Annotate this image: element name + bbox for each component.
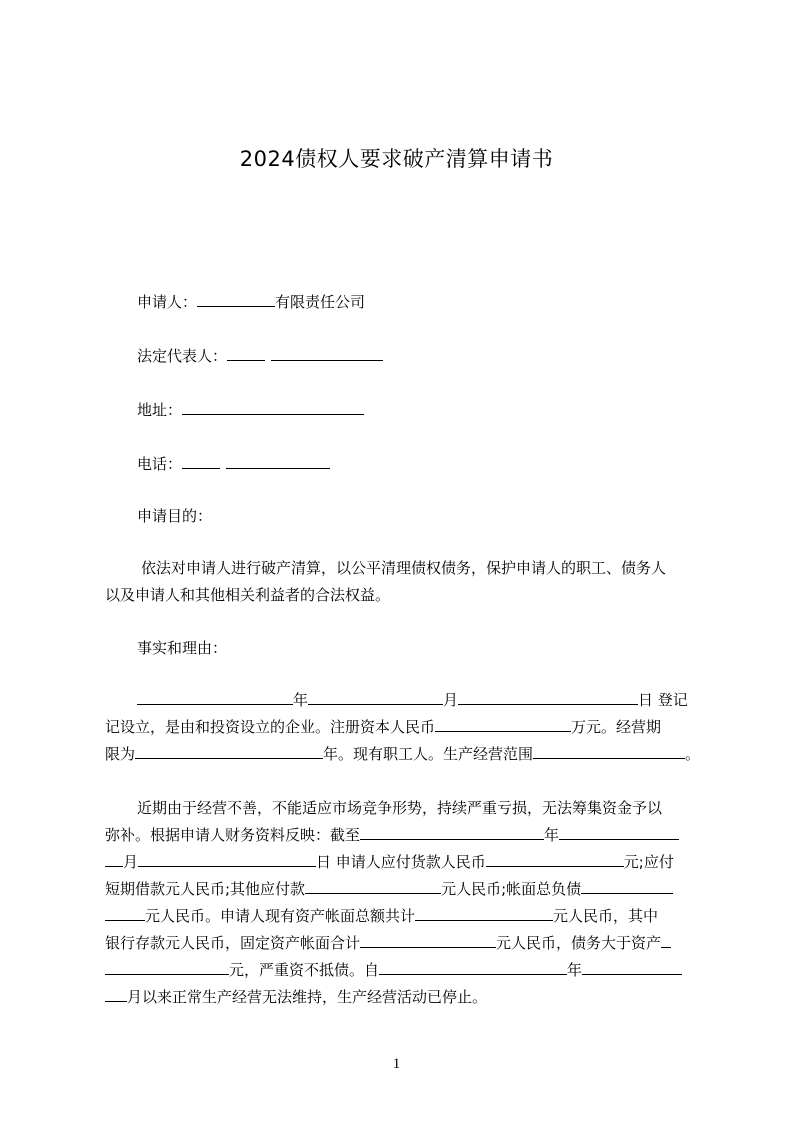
blank-years — [135, 742, 323, 759]
applicant-suffix: 有限责任公司 — [275, 293, 366, 311]
text-limit: 限为 — [105, 745, 136, 763]
text-short-loans: 短期借款元人民币;其他应付款 — [105, 880, 306, 898]
text-year-3: 年 — [567, 961, 583, 979]
address-label: 地址： — [137, 401, 183, 419]
facts-p2-line-7 — [105, 957, 701, 984]
facts-p1-line-3 — [105, 741, 701, 768]
blank-excess-amount — [105, 958, 229, 975]
purpose-line-1: 依法对申请人进行破产清算，以公平清理债权债务，保护申请人的职工、债务人 — [141, 559, 667, 577]
legal-rep-blank-1 — [227, 344, 265, 361]
text-ceased: 月以来正常生产经营无法维持，生产经营活动已停止。 — [127, 988, 488, 1006]
applicant-blank — [197, 290, 275, 307]
address-blank — [182, 398, 364, 415]
document-title: 2024债权人要求破产清算申请书 — [239, 147, 554, 171]
blank-asof-year — [360, 823, 544, 840]
blank-day-2 — [138, 850, 316, 867]
facts-p2-line-4 — [105, 876, 701, 903]
purpose-paragraph — [105, 555, 701, 609]
blank-day — [458, 688, 638, 705]
applicant-line — [137, 290, 365, 312]
blank-payables — [486, 850, 624, 867]
legal-rep-blank-2 — [271, 344, 383, 361]
blank-debt-excess — [661, 931, 671, 948]
blank-scope — [533, 742, 685, 759]
text-month: 月 — [443, 691, 459, 709]
blank-other-payables — [305, 877, 441, 894]
blank-assets — [415, 904, 553, 921]
phone-blank-2 — [226, 452, 330, 469]
blank-since-month — [582, 958, 682, 975]
blank-month — [308, 688, 443, 705]
text-debt-exceeds: 元人民币，债务大于资产 — [496, 934, 662, 952]
applicant-label: 申请人： — [137, 293, 198, 311]
purpose-heading: 申请目的： — [137, 507, 213, 525]
text-as-of: 弥补。根据申请人财务资料反映：截至 — [105, 826, 361, 844]
text-of-which: 元人民币，其中 — [553, 907, 659, 925]
facts-p2-line-2 — [105, 822, 701, 849]
purpose-line-2: 以及申请人和其他相关利益者的合法权益。 — [105, 586, 391, 604]
blank-liabilities-2 — [105, 904, 145, 921]
phone-line — [137, 452, 330, 474]
facts-p2-line-1: 近期由于经营不善，不能适应市场竞争形势，持续严重亏损，无法筹集资金予以 — [137, 799, 663, 817]
blank-since-month-2 — [105, 985, 127, 1002]
address-line — [137, 398, 364, 420]
facts-p2-line-3 — [105, 849, 701, 876]
blank-liabilities — [581, 877, 673, 894]
text-year: 年 — [293, 691, 309, 709]
page-number: 1 — [392, 1056, 401, 1072]
legal-rep-line — [137, 344, 383, 366]
text-bank-deposit: 银行存款元人民币，固定资产帐面合计 — [105, 934, 361, 952]
text-insolvent: 元，严重资不抵债。自 — [229, 961, 380, 979]
text-month-2: 月 — [123, 853, 139, 871]
text-day-registered: 日 登记 — [638, 691, 688, 709]
text-year-2: 年 — [544, 826, 560, 844]
facts-p1-line-1 — [105, 687, 701, 714]
text-staff-scope: 年。现有职工人。生产经营范围 — [323, 745, 534, 763]
blank-month-3 — [105, 850, 123, 867]
facts-p2-line-8 — [105, 984, 701, 1011]
text-period: 。 — [685, 745, 701, 763]
blank-since-year — [379, 958, 567, 975]
blank-fixed-assets — [360, 931, 496, 948]
text-assets-total: 元人民币。申请人现有资产帐面总额共计 — [145, 907, 416, 925]
blank-year — [137, 688, 293, 705]
text-payable-2: 元;应付 — [623, 853, 674, 871]
facts-p2-line-5 — [105, 903, 701, 930]
text-total-liabilities: 元人民币;帐面总负债 — [441, 880, 582, 898]
facts-heading: 事实和理由： — [137, 639, 228, 657]
facts-p1-line-2 — [105, 714, 701, 741]
phone-blank-1 — [182, 452, 220, 469]
facts-paragraph-2 — [105, 795, 701, 1011]
blank-month-2 — [559, 823, 679, 840]
phone-label: 电话： — [137, 455, 183, 473]
facts-p2-line-6 — [105, 930, 701, 957]
legal-rep-label: 法定代表人： — [137, 347, 228, 365]
text-operating-period: 万元。经营期 — [571, 718, 662, 736]
blank-capital — [435, 715, 571, 732]
facts-paragraph-1 — [105, 687, 701, 768]
text-payables: 日 申请人应付货款人民币 — [316, 853, 486, 871]
text-registered-capital: 记设立，是由和投资设立的企业。注册资本人民币 — [105, 718, 436, 736]
